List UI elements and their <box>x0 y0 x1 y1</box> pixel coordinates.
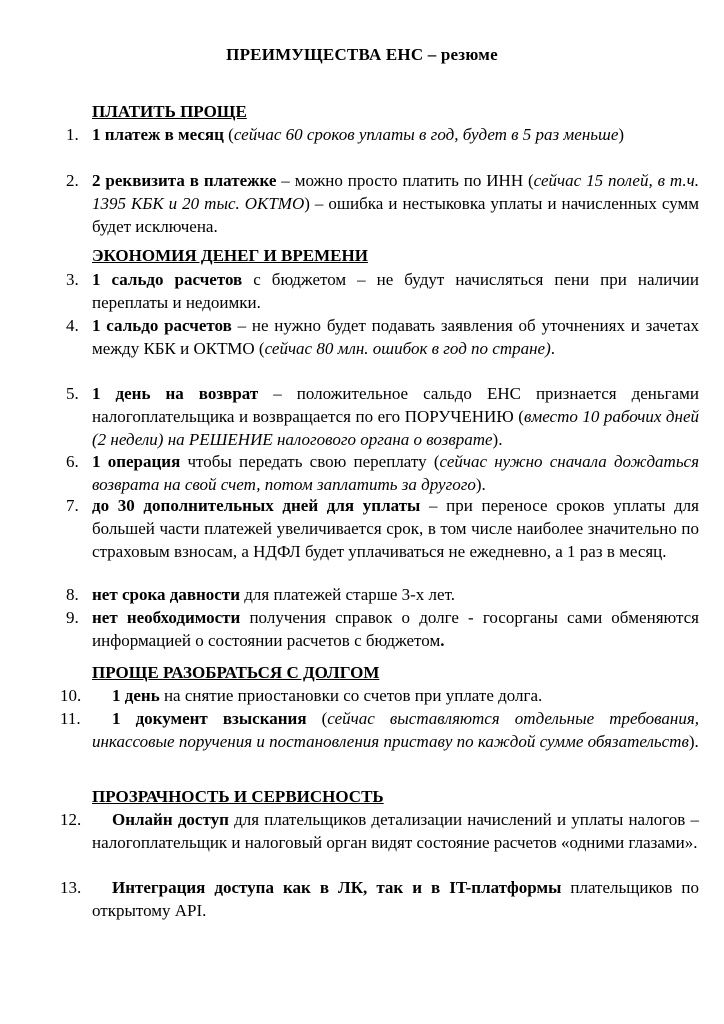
document-title: ПРЕИМУЩЕСТВА ЕНС – резюме <box>226 45 498 64</box>
item-bold: до 30 дополнительных дней для уплаты <box>92 496 421 515</box>
item-plain-end: ). <box>492 430 503 449</box>
item-number: 3. <box>66 270 79 289</box>
item-plain: – можно просто платить по ИНН ( <box>276 171 534 190</box>
item-text <box>92 268 699 314</box>
item-text <box>92 808 699 854</box>
item-plain-end: . <box>550 339 556 358</box>
item-number: 10. <box>60 686 82 705</box>
item-bold-end: . <box>440 631 445 650</box>
item-text <box>92 684 699 707</box>
item-plain: на снятие приостановки со счетов при уплате долга. <box>159 686 543 705</box>
item-text <box>92 707 699 753</box>
item-plain: – положительное сальдо ЕНС признается деньгами налогоплательщика и возвращается по его ПОРУЧЕНИЮ ( <box>92 384 699 426</box>
item-italic: вместо 10 рабочих дней (2 недели) на РЕШЕНИЕ налогового органа о возврате <box>92 407 700 449</box>
item-text <box>92 450 699 496</box>
section-heading-transparency: ПРОЗРАЧНОСТЬ И СЕРВИСНОСТЬ <box>92 787 384 806</box>
item-plain: получения справок о долге - госорганы сами обменяются информацией о состоянии расчетов с бюджетом <box>92 608 699 650</box>
item-plain-end: ). <box>688 732 699 751</box>
section-heading-pay-easier: ПЛАТИТЬ ПРОЩЕ <box>92 102 247 121</box>
item-italic: сейчас 15 полей, в т.ч. 1395 КБК и 20 тыс. ОКТМО <box>92 171 699 213</box>
item-plain: с бюджетом – не будут начисляться пени при наличии переплаты и недоимки. <box>92 270 699 312</box>
item-number: 11. <box>60 709 81 728</box>
section-heading-debt: ПРОЩЕ РАЗОБРАТЬСЯ С ДОЛГОМ <box>92 663 380 682</box>
item-number: 13. <box>60 878 82 897</box>
item-bold: 1 операция <box>92 452 181 471</box>
item-plain: для плательщиков детализации начислений и уплаты налогов – налогоплательщик и налоговый орган видят состояние расчетов «одними глазами». <box>92 810 699 852</box>
item-italic: сейчас 80 млн. ошибок в год по стране) <box>264 339 551 358</box>
item-number: 2. <box>66 171 79 190</box>
item-number: 12. <box>60 810 82 829</box>
section-heading-economy: ЭКОНОМИЯ ДЕНЕГ И ВРЕМЕНИ <box>92 246 368 265</box>
item-plain: для платежей старше 3-х лет. <box>240 585 455 604</box>
item-text <box>92 382 699 451</box>
item-number: 7. <box>66 496 79 515</box>
item-number: 5. <box>66 384 79 403</box>
item-plain: плательщиков по открытому API. <box>92 878 699 920</box>
item-bold: нет необходимости <box>92 608 241 627</box>
item-bold: 1 сальдо расчетов <box>92 270 243 289</box>
item-bold: 1 день на возврат <box>92 384 259 403</box>
item-bold: нет срока давности <box>92 585 240 604</box>
item-text <box>92 583 699 606</box>
item-number: 9. <box>66 608 79 627</box>
item-text <box>92 494 699 563</box>
item-number: 6. <box>66 452 79 471</box>
item-text <box>92 169 699 238</box>
item-plain: ( <box>306 709 328 728</box>
item-bold: 2 реквизита в платежке <box>92 171 277 190</box>
item-plain-end: ). <box>475 475 486 494</box>
item-number: 4. <box>66 316 79 335</box>
item-number: 1. <box>66 125 79 144</box>
item-bold: 1 сальдо расчетов <box>92 316 232 335</box>
item-plain: – не нужно будет подавать заявления об уточнениях и зачетах между КБК и ОКТМО ( <box>92 316 699 358</box>
item-plain: – при переносе сроков уплаты для большей части платежей увеличивается срок, в том числе наиболее значительно по страховым взносам, а НДФЛ будет уплачиваться не ежедневно, а 1 раз в месяц. <box>92 496 699 561</box>
item-plain: чтобы передать свою переплату ( <box>180 452 440 471</box>
item-plain: ( <box>223 125 234 144</box>
item-number: 8. <box>66 585 79 604</box>
item-bold: Интеграция доступа как в ЛК, так и в IT-платформы <box>112 878 562 897</box>
item-italic: сейчас выставляются отдельные требования, инкассовые поручения и постановления приставу по каждой сумме обязательств <box>92 709 699 751</box>
item-bold: 1 документ взыскания <box>112 709 307 728</box>
item-plain-end: ) – ошибка и нестыковка уплаты и начисленных сумм будет исключена. <box>92 194 699 236</box>
item-text <box>92 876 699 922</box>
item-text <box>92 314 699 360</box>
item-bold: Онлайн доступ <box>112 810 229 829</box>
item-plain-end: ) <box>618 125 625 144</box>
item-text <box>92 606 699 652</box>
item-bold: 1 день <box>112 686 160 705</box>
item-italic: сейчас 60 сроков уплаты в год, будет в 5 раз меньше <box>233 125 619 144</box>
item-italic: сейчас нужно сначала дождаться возврата на свой счет, потом заплатить за другого <box>92 452 699 494</box>
item-text <box>92 123 699 146</box>
item-bold: 1 платеж в месяц <box>92 125 224 144</box>
